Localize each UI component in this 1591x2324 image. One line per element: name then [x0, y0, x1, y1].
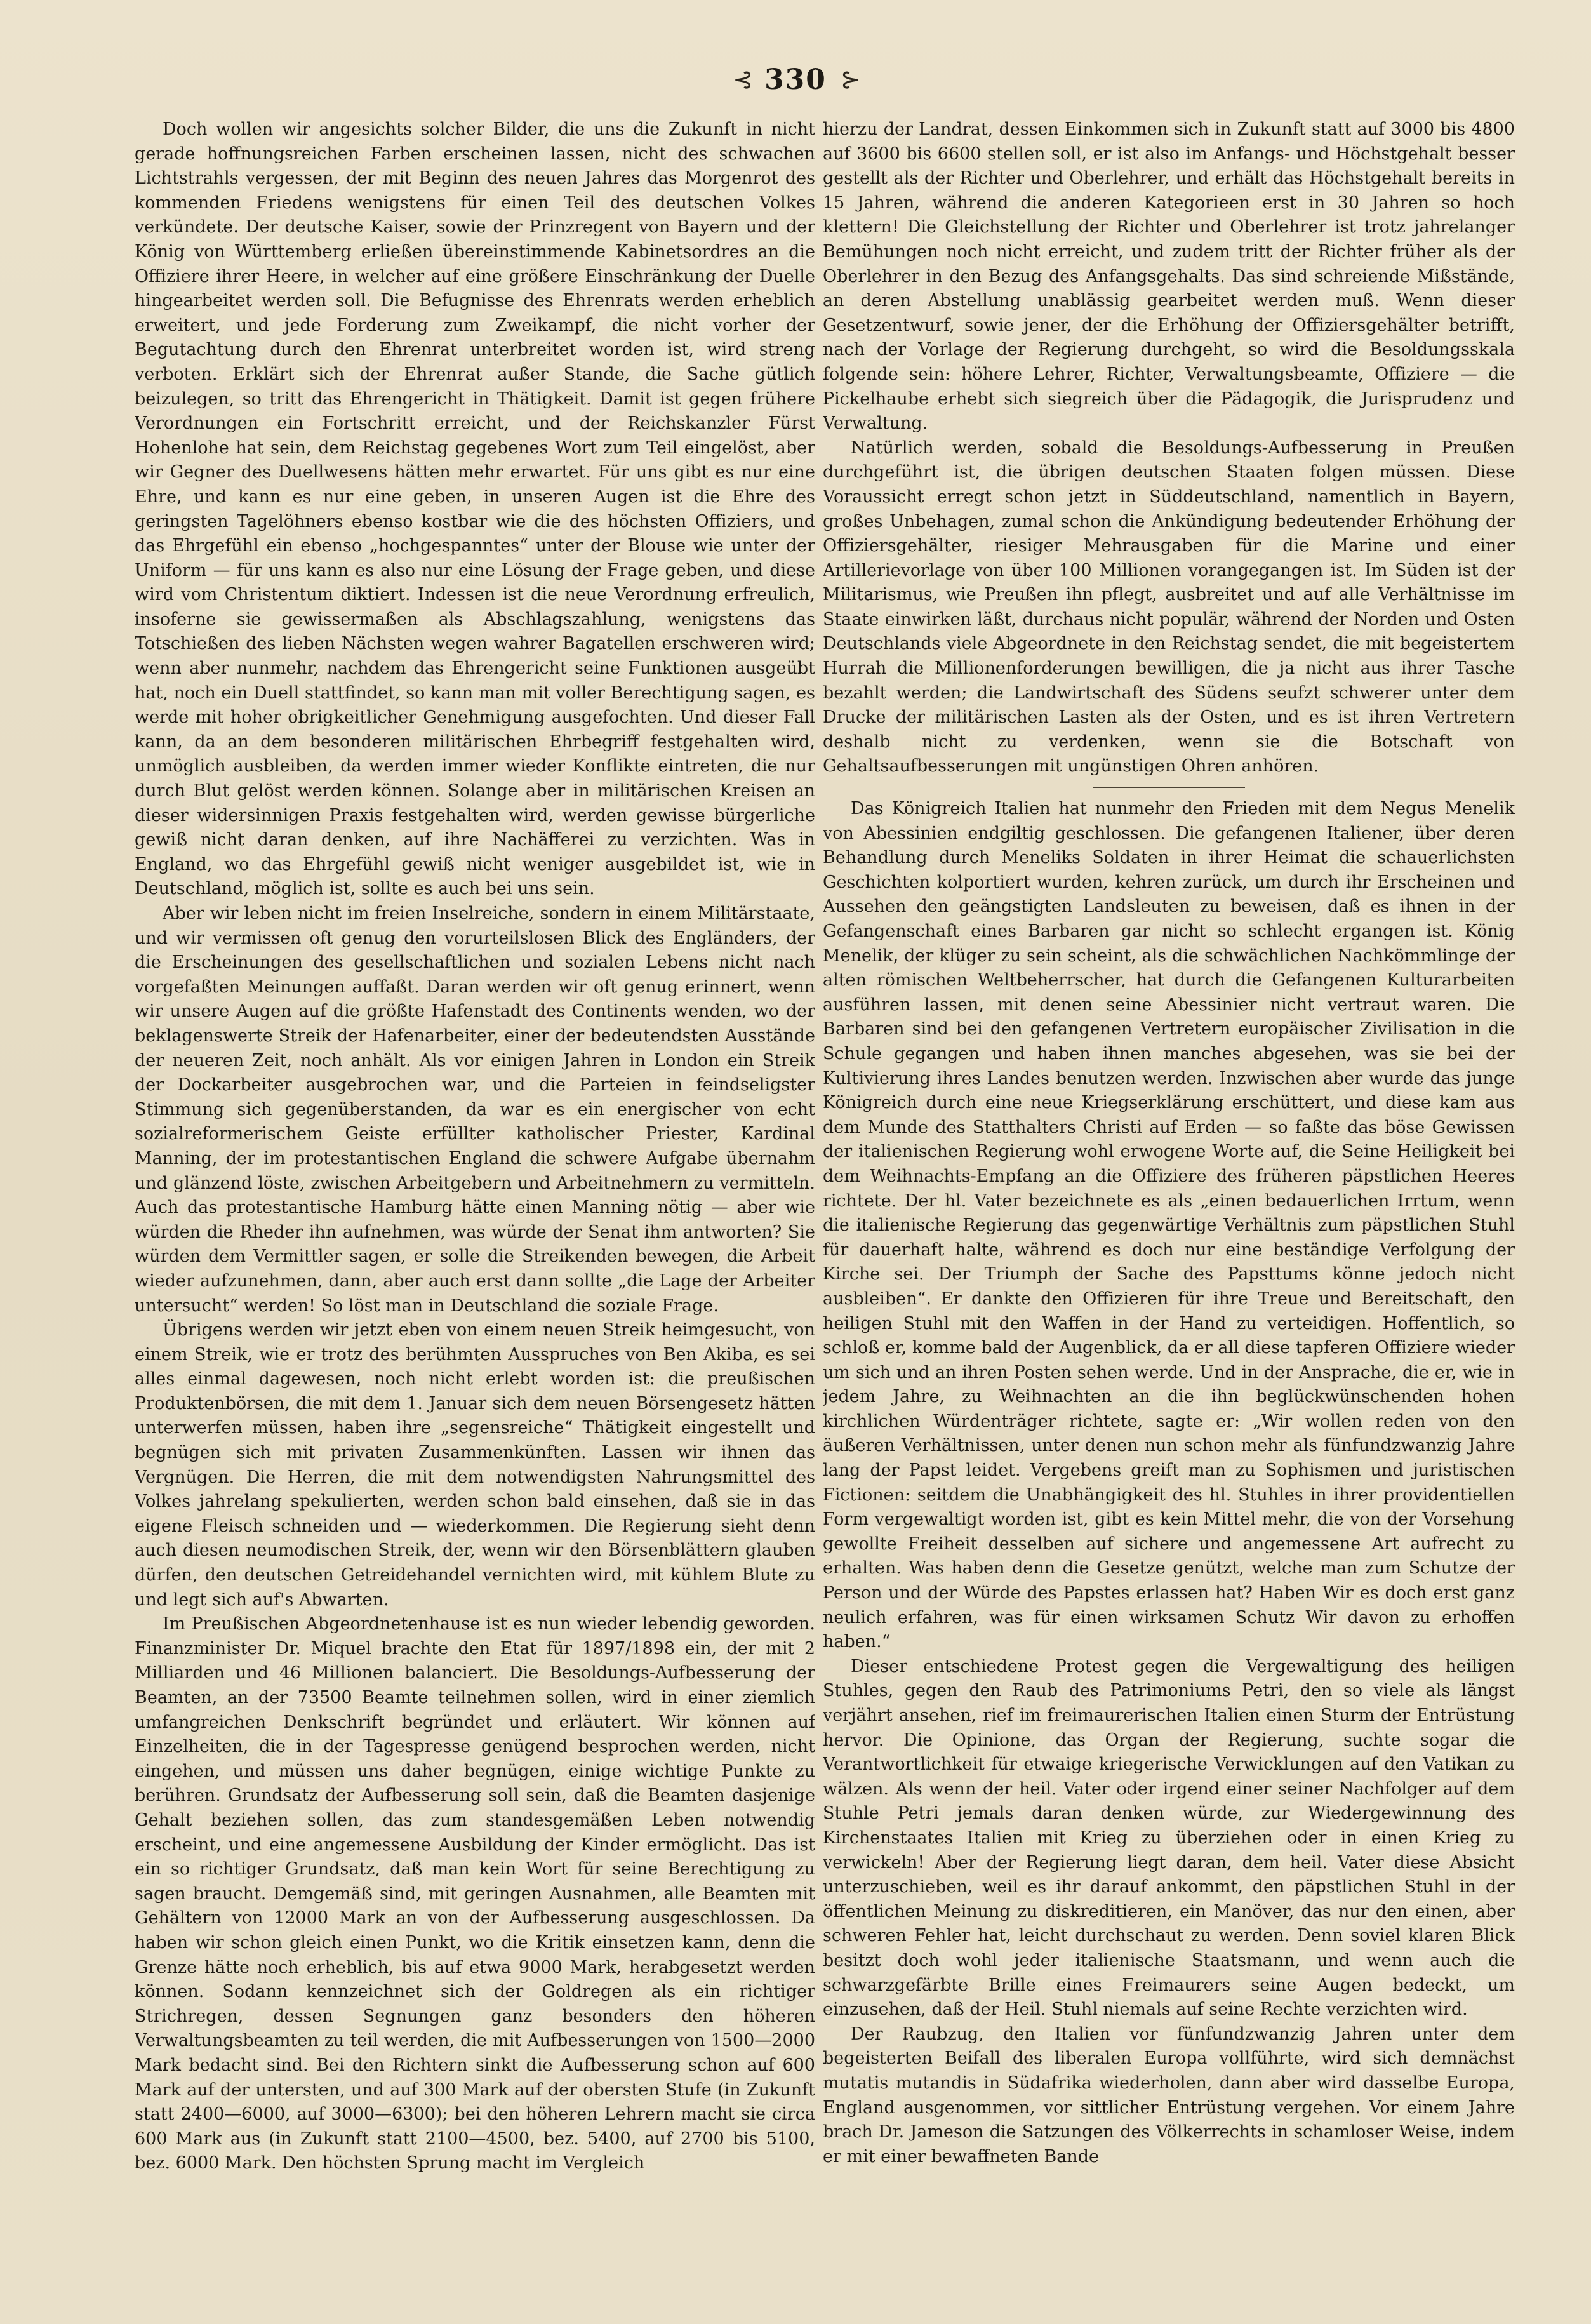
ornament-right-icon: ⊱ — [840, 65, 858, 93]
section-divider — [1093, 787, 1245, 788]
right-column — [823, 117, 1515, 2302]
paragraph-prussian-budget: Im Preußischen Abgeordnetenhause ist es nun wieder lebendig geworden. Finanzminister Dr. Miquel brachte den Etat für 1897/1898 ein, der mit 2 Milliarden und 46 Millionen balanciert. Die Besoldungs-Aufbesserung der Beamten, an der 73500 Beamte teilnehmen sollen, wird in einer ziemlich umfangreichen Denkschrift begründet und erläutert. Wir können auf Einzelheiten, die in der Tagespresse genügend besprochen werden, nicht eingehen, und müssen uns daher begnügen, einige wichtige Punkte zu berühren. Grundsatz der Aufbesserung soll sein, daß die Beamten dasjenige Gehalt beziehen sollen, das zum standesgemäßen Leben notwendig erscheint, und eine angemessene Ausbildung der Kinder ermöglicht. Das ist ein so richtiger Grundsatz, daß man kein Wort für seine Berechtigung zu sagen braucht. Demgemäß sind, mit geringen Ausnahmen, alle Beamten mit Gehältern von 12000 Mark an von der Aufbesserung ausgeschlossen. Da haben wir schon gleich einen Punkt, wo die Kritik einsetzen kann, denn die Grenze hätte noch erheblich, bis auf etwa 9000 Mark, herabgesetzt werden können. Sodann kennzeichnet sich der Goldregen als ein richtiger Strichregen, dessen Segnungen ganz besonders den höheren Verwaltungsbeamten zu teil werden, die mit Aufbesserungen von 1500—2000 Mark bedacht sind. Bei den Richtern sinkt die Aufbesserung schon auf 600 Mark auf der untersten, und auf 300 Mark auf der obersten Stufe (in Zukunft statt 2400—6000, auf 3000—6300); bei den höheren Lehrern macht sie circa 600 Mark aus (in Zukunft statt 2100—4500, bez. 5400, auf 2700 bis 5100, bez. 6000 Mark. Den höchsten Sprung macht im Vergleich — [135, 1614, 815, 2174]
paragraph-holy-see-protest: Dieser entschiedene Protest gegen die Vergewaltigung des heiligen Stuhles, gegen den Raub des Patrimoniums Petri, den so viele als längst verjährt ansehen, rief im freimaurerischen Italien einen Sturm der Entrüstung hervor. Die Opinione, das Organ der Regierung, suchte sogar die Verantwortlichkeit für etwaige kriegerische Verwicklungen auf den Vatikan zu wälzen. Als wenn der heil. Vater oder irgend einer seiner Nachfolger auf dem Stuhle Petri jemals daran denken würde, zur Wiedergewinnung des Kirchenstaates Italien mit Krieg zu überziehen oder in einen Krieg zu verwickeln! Aber der Regierung liegt daran, dem heil. Vater diese Absicht unterzuschieben, weil es ihr darauf ankommt, den päpstlichen Stuhl in der öffentlichen Meinung zu diskreditieren, ein Manöver, das nur den einen, aber schweren Fehler hat, leicht durchschaut zu werden. Denn soviel klaren Blick besitzt doch wohl jeder italienische Staatsmann, und wenn auch die schwarzgefärbte Brille eines Freimaurers seine Augen bedeckt, um einzusehen, daß der Heil. Stuhl niemals auf seine Rechte verzichten wird. — [823, 1656, 1515, 2020]
paragraph-duel-ordinance: Doch wollen wir angesichts solcher Bilder, die uns die Zukunft in nicht gerade hoffnungsreichen Farben erscheinen lassen, nicht des schwachen Lichtstrahls vergessen, der mit Beginn des neuen Jahres das Morgenrot des kommenden Friedens wenigstens für einen Teil des deutschen Volkes verkündete. Der deutsche Kaiser, sowie der Prinzregent von Bayern und der König von Württemberg erließen übereinstimmende Kabinetsordres an die Offiziere ihrer Heere, in welcher auf eine größere Einschränkung der Duelle hingearbeitet werden soll. Die Befugnisse des Ehrenrats werden erheblich erweitert, und jede Forderung zum Zweikampf, die nicht vorher der Begutachtung durch den Ehrenrat unterbreitet worden ist, wird streng verboten. Erklärt sich der Ehrenrat außer Stande, die Sache gütlich beizulegen, so tritt das Ehrengericht in Thätigkeit. Damit ist gegen frühere Verordnungen ein Fortschritt erreicht, und der Reichskanzler Fürst Hohenlohe hat sein, dem Reichstag gegebenes Wort zum Teil eingelöst, aber wir Gegner des Duellwesens hätten mehr erwartet. Für uns gibt es nur eine Ehre, und kann es nur eine geben, in unseren Augen ist die Ehre des geringsten Tagelöhners ebenso kostbar wie die des höchsten Offiziers, und das Ehrgefühl ein ebenso „hochgespanntes“ unter der Blouse wie unter der Uniform — für uns kann es also nur eine Lösung der Frage geben, und diese wird vom Christentum diktiert. Indessen ist die neue Verordnung erfreulich, insoferne sie gewissermaßen als Abschlagszahlung, wenigstens das Totschießen des lieben Nächsten wegen wahrer Bagatellen erschweren wird; wenn aber nunmehr, nachdem das Ehrengericht seine Funktionen ausgeübt hat, noch ein Duell stattfindet, so kann man mit voller Berechtigung sagen, es werde mit hoher obrigkeitlicher Genehmigung ausgefochten. Und dieser Fall kann, da an dem besonderen militärischen Ehrbegriff festgehalten wird, unmöglich ausbleiben, da werden immer wieder Konflikte eintreten, die nur durch Blut gelöst werden können. Solange aber in militärischen Kreisen an dieser widersinnigen Praxis festgehalten wird, werden gewisse bürgerliche gewiß nicht daran denken, auf ihre Nachäfferei zu verzichten. Was in England, wo das Ehrgefühl gewiß nicht weniger ausgebildet ist, wie in Deutschland, möglich ist, sollte es auch bei uns sein. — [135, 119, 815, 899]
paragraph-south-germany: Natürlich werden, sobald die Besoldungs-Aufbesserung in Preußen durchgeführt ist, die übrigen deutschen Staaten folgen müssen. Diese Voraussicht erregt schon jetzt in Süddeutschland, namentlich in Bayern, großes Unbehagen, zumal schon die Ankündigung bedeutender Erhöhung der Offiziersgehälter, riesiger Mehrausgaben für die Marine und einer Artillerievorlage von über 100 Millionen vorangegangen ist. Im Süden ist der Militarismus, wie Preußen ihn pflegt, ausbreitet und auf alle Verhältnisse im Staate einwirken läßt, durchaus nicht populär, während der Norden und Osten Deutschlands viele Abgeordnete in den Reichstag sendet, die mit begeistertem Hurrah die Millionenforderungen bewilligen, die ja nicht aus ihrer Tasche bezahlt werden; die Landwirtschaft des Südens seufzt schwerer unter dem Drucke der militärischen Lasten als der Osten, und es ist ihren Vertretern deshalb nicht zu verdenken, wenn sie die Botschaft von Gehaltsaufbesserungen mit ungünstigen Ohren anhören. — [823, 437, 1515, 777]
page-number: 330 — [764, 63, 827, 96]
paragraph-south-africa: Der Raubzug, den Italien vor fünfundzwanzig Jahren unter dem begeisterten Beifall des liberalen Europa vollführte, wird sich demnächst mutatis mutandis in Südafrika wiederholen, dann aber wird dasselbe Europa, England ausgenommen, vor sittlicher Entrüstung vergehen. Vor einem Jahre brach Dr. Jameson die Satzungen des Völkerrechts in schamloser Weise, indem er mit einer bewaffneten Bande — [823, 2024, 1515, 2167]
paragraph-salary-continuation: hierzu der Landrat, dessen Einkommen sich in Zukunft statt auf 3000 bis 4800 auf 3600 bis 6600 stellen soll, er ist also im Anfangs- und Höchstgehalt besser gestellt als der Richter und Oberlehrer, und erhält das Höchstgehalt bereits in 15 Jahren, während die anderen Kategorieen erst in 30 Jahren so hoch klettern! Die Gleichstellung der Richter und Oberlehrer ist trotz jahrelanger Bemühungen noch nicht erreicht, und zudem tritt der Richter früher als der Oberlehrer in den Bezug des Anfangsgehalts. Das sind schreiende Mißstände, an deren Abstellung unablässig gearbeitet werden muß. Wenn dieser Gesetzentwurf, sowie jener, der die Erhöhung der Offiziersgehälter betrifft, nach der Vorlage der Regierung durchgeht, so wird die Besoldungsskala folgende sein: höhere Lehrer, Richter, Verwaltungsbeamte, Offiziere — die Pickelhaube erhebt sich siegreich über die Pädagogik, die Jurisprudenz und Verwaltung. — [823, 119, 1515, 434]
ornament-left-icon: ⊰ — [733, 65, 751, 93]
paragraph-hamburg-strike: Aber wir leben nicht im freien Inselreiche, sondern in einem Militärstaate, und wir vermissen oft genug den vorurteilslosen Blick des Engländers, der die Erscheinungen des gesellschaftlichen und sozialen Lebens nicht nach vorgefaßten Meinungen auffaßt. Daran werden wir oft genug erinnert, wenn wir unsere Augen auf die größte Hafenstadt des Continents wenden, wo der beklagenswerte Streik der Hafenarbeiter, einer der bedeutendsten Ausstände der neueren Zeit, noch anhält. Als vor einigen Jahren in London ein Streik der Dockarbeiter ausgebrochen war, und die Parteien in feindseligster Stimmung sich gegenüberstanden, da war es ein energischer von echt sozialreformerischem Geiste erfüllter katholischer Priester, Kardinal Manning, der im protestantischen England die schwere Aufgabe übernahm und glänzend löste, zwischen Arbeitgebern und Arbeitnehmern zu vermitteln. Auch das protestantische Hamburg hätte einen Manning nötig — aber wie würden die Rheder ihn aufnehmen, was würde der Senat ihm antworten? Sie würden dem Vermittler sagen, er solle die Streikenden bewegen, die Arbeit wieder aufzunehmen, dann, aber auch erst dann sollte „die Lage der Arbeiter untersucht“ werden! So löst man in Deutschland die soziale Frage. — [135, 904, 815, 1316]
left-column — [135, 117, 815, 2302]
paragraph-exchange-strike: Übrigens werden wir jetzt eben von einem neuen Streik heimgesucht, von einem Streik, wie er trotz des berühmten Ausspruches von Ben Akiba, es sei alles einmal dagewesen, noch nicht erlebt worden ist: die preußischen Produktenbörsen, die mit dem 1. Januar sich dem neuen Börsengesetz hätten unterwerfen müssen, haben ihre „segensreiche“ Thätigkeit eingestellt und begnügen sich mit privaten Zusammenkünften. Lassen wir ihnen das Vergnügen. Die Herren, die mit dem notwendigsten Nahrungsmittel des Volkes jahrelang spekulierten, werden schon bald einsehen, daß sie in das eigene Fleisch schneiden und — wiederkommen. Die Regierung sieht denn auch diesen neumodischen Streik, der, wenn wir den Börsenblättern glauben dürfen, den deutschen Getreidehandel vernichten wird, mit kühlem Blute zu und legt sich auf's Abwarten. — [135, 1320, 815, 1610]
paragraph-italy-abyssinia: Das Königreich Italien hat nunmehr den Frieden mit dem Negus Menelik von Abessinien endgiltig geschlossen. Die gefangenen Italiener, über deren Behandlung durch Meneliks Soldaten in ihrer Heimat die schauerlichsten Geschichten kolportiert wurden, kehren zurück, um durch ihr Erscheinen und Aussehen den geängstigten Landsleuten zu beweisen, daß es ihnen in der Gefangenschaft eines Barbaren gar nicht so schlecht ergangen ist. König Menelik, der klüger zu sein scheint, als die schwächlichen Nachkömmlinge der alten römischen Weltbeherrscher, hat durch die Gefangenen Kulturarbeiten ausführen lassen, mit denen seine Abessinier nicht vertraut waren. Die Barbaren sind bei den gefangenen Vertretern europäischer Zivilisation in die Schule gegangen und haben ihnen manches abgesehen, was sie bei der Kultivierung ihres Landes benutzen werden. Inzwischen aber wurde das junge Königreich durch eine neue Kriegserklärung erschüttert, und diese kam aus dem Munde des Statthalters Christi auf Erden — so faßte das böse Gewissen der italienischen Regierung wohl erwogene Worte auf, die Seine Heiligkeit bei dem Weihnachts-Empfang an die Offiziere des früheren päpstlichen Heeres richtete. Der hl. Vater bezeichnete es als „einen bedauerlichen Irrtum, wenn die italienische Regierung das gegenwärtige Verhältnis zum päpstlichen Stuhl für dauerhaft halte, während es doch nur eine beständige Verfolgung der Kirche sei. Der Triumph der Sache des Papsttums könne jedoch nicht ausbleiben“. Er dankte den Offizieren für ihre Treue und Bereitschaft, den heiligen Stuhl mit den Waffen in der Hand zu verteidigen. Hoffentlich, so schloß er, komme bald der Augenblick, da er all diese tapferen Offiziere wieder um sich und an ihren Posten sehen werde. Und in der Ansprache, die er, wie in jedem Jahre, zu Weihnachten an die ihn beglückwünschenden hohen kirchlichen Würdenträger richtete, sagte er: „Wir wollen reden von den äußeren Verhältnissen, unter denen nun schon mehr als fünfundzwanzig Jahre lang der Papst leidet. Vergebens greift man zu Sophismen und juristischen Fictionen: seitdem die Unabhängigkeit des hl. Stuhles in ihrer providentiellen Form vergewaltigt worden ist, gibt es kein Mittel mehr, die von der Vorsehung gewollte Freiheit desselben auf sichere und angemessene Art aufrecht zu erhalten. Was haben denn die Gesetze genützt, welche man zum Schutze der Person und der Würde des Papstes erlassen hat? Haben Wir es doch erst ganz neulich erfahren, was für einen wirksamen Schutz Wir davon zu erhoffen haben.“ — [823, 799, 1515, 1652]
page-header — [0, 60, 1591, 98]
